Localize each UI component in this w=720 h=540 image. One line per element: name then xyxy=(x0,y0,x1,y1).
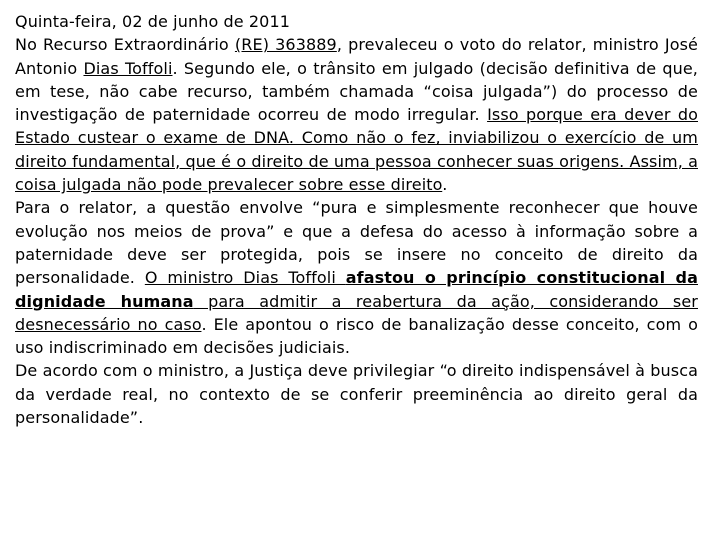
p1-text-end: . xyxy=(442,175,448,195)
p1-text-3: . Segundo ele, o trânsito em julgado (decisão definitiva de que, em tese, não cabe recurso, também chamada “coisa julgada”) do processo de investigação de paternidade ocorreu de modo irregular. xyxy=(15,58,698,125)
case-number: (RE) 363889 xyxy=(234,35,337,55)
p2-underlined-passage: para admitir a reabertura da ação, considerando ser desnecessário no caso xyxy=(15,291,698,334)
paragraph-3 xyxy=(15,359,698,429)
p2-underlined-minister: O ministro Dias Toffoli xyxy=(144,268,346,288)
document-body xyxy=(15,10,698,429)
p2-bold-principle: afastou o princípio constitucional da dignidade humana xyxy=(15,268,698,311)
p1-text-1: No Recurso Extraordinário xyxy=(15,35,235,55)
p1-underlined-passage: Isso porque era dever do Estado custear o exame de DNA. Como não o fez, inviabilizou o exercício de um direito fundamental, que é o direito de uma pessoa conhecer suas origens. Assim, a coisa julgada não pode prevalecer sobre esse direito xyxy=(15,105,698,195)
paragraph-2 xyxy=(15,196,698,359)
date-line xyxy=(15,10,698,33)
p1-text-2: , prevaleceu o voto do relator, ministro José Antonio xyxy=(15,35,698,78)
p2-text-1: Para o relator, a questão envolve “pura e simplesmente reconhecer que houve evolução nos meios de prova” e que a defesa do acesso à informação sobre a paternidade deve ser protegida, pois se insere no conceito de direito da personalidade. xyxy=(15,198,698,288)
p2-text-end: . Ele apontou o risco de banalização desse conceito, com o uso indiscriminado em decisões judiciais. xyxy=(15,314,698,358)
paragraph-1 xyxy=(15,33,698,196)
p3-text: De acordo com o ministro, a Justiça deve privilegiar “o direito indispensável à busca da verdade real, no contexto de se conferir preeminência ao direito geral da personalidade”. xyxy=(15,361,698,428)
rapporteur-name: Dias Toffoli xyxy=(83,58,173,78)
date-line-text: Quinta-feira, 02 de junho de 2011 xyxy=(15,12,291,31)
